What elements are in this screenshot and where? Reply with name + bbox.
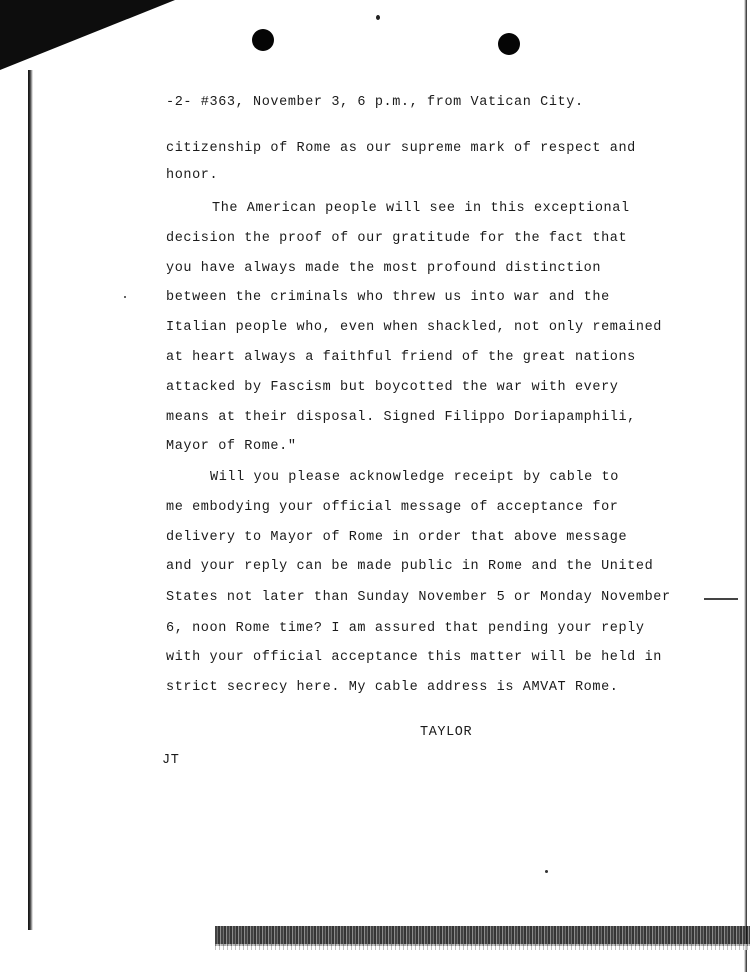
text-line: at heart always a faithful friend of the great nations bbox=[166, 350, 636, 365]
text-line: The American people will see in this exceptional bbox=[212, 201, 630, 216]
text-line: you have always made the most profound distinction bbox=[166, 261, 602, 276]
margin-mark bbox=[704, 598, 738, 600]
scan-speck bbox=[545, 870, 548, 873]
text-line: delivery to Mayor of Rome in order that above message bbox=[166, 530, 628, 545]
punch-hole-right bbox=[498, 33, 520, 55]
text-line: means at their disposal. Signed Filippo Doriapamphili, bbox=[166, 410, 636, 425]
page-header: -2- #363, November 3, 6 p.m., from Vatican City. bbox=[166, 95, 584, 110]
scan-speck bbox=[376, 15, 380, 20]
page-right-edge bbox=[744, 0, 747, 972]
page-left-edge bbox=[28, 70, 33, 930]
scan-speck bbox=[124, 296, 126, 298]
text-line: with your official acceptance this matter will be held in bbox=[166, 650, 662, 665]
scan-artifact-bottom bbox=[215, 926, 750, 946]
folded-corner bbox=[0, 0, 175, 70]
text-line: Will you please acknowledge receipt by cable to bbox=[210, 470, 619, 485]
text-line: me embodying your official message of acceptance for bbox=[166, 500, 619, 515]
text-line: between the criminals who threw us into war and the bbox=[166, 290, 610, 305]
text-line: attacked by Fascism but boycotted the war with every bbox=[166, 380, 619, 395]
text-line: 6, noon Rome time? I am assured that pending your reply bbox=[166, 621, 645, 636]
text-line: Italian people who, even when shackled, not only remained bbox=[166, 320, 662, 335]
text-line: decision the proof of our gratitude for the fact that bbox=[166, 231, 628, 246]
scan-margin bbox=[0, 0, 30, 930]
typist-initials: JT bbox=[162, 753, 180, 768]
text-line: strict secrecy here. My cable address is AMVAT Rome. bbox=[166, 680, 619, 695]
text-line: citizenship of Rome as our supreme mark of respect and bbox=[166, 141, 636, 156]
text-line: Mayor of Rome." bbox=[166, 439, 297, 454]
text-line: honor. bbox=[166, 168, 219, 183]
scan-artifact-bottom-fringe bbox=[215, 944, 750, 950]
punch-hole-left bbox=[252, 29, 274, 51]
text-line: States not later than Sunday November 5 or Monday November bbox=[166, 590, 671, 605]
text-line: and your reply can be made public in Rome and the United bbox=[166, 559, 654, 574]
signature-taylor: TAYLOR bbox=[420, 725, 473, 740]
